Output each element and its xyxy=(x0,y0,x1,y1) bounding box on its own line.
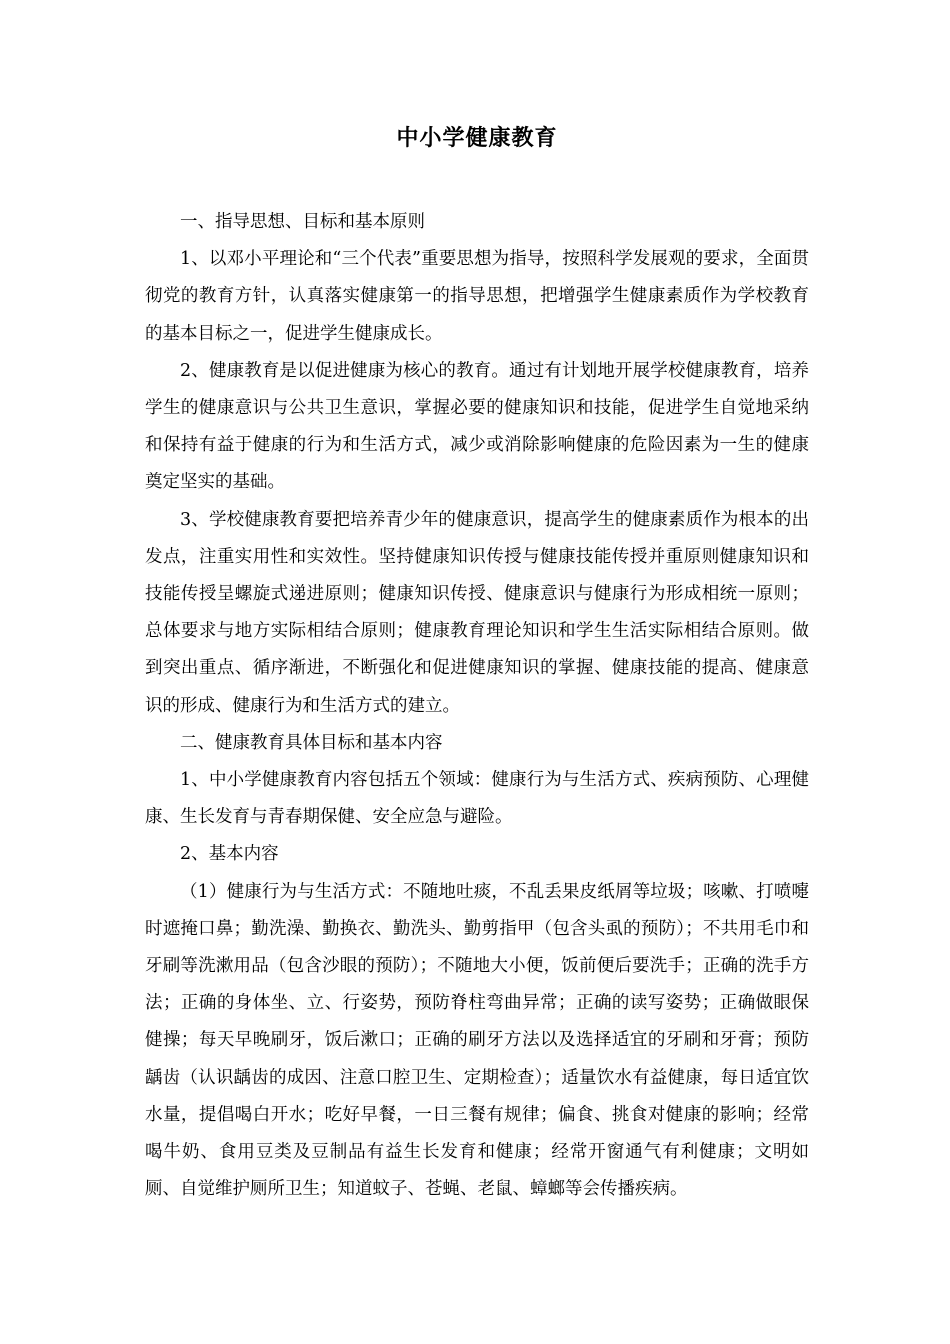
document-title: 中小学健康教育 xyxy=(396,125,558,151)
document-page xyxy=(145,118,809,1208)
body-paragraph: （1）健康行为与生活方式：不随地吐痰，不乱丢果皮纸屑等垃圾；咳嗽、打喷嚏时遮掩口鼻；勤洗澡、勤换衣、勤洗头、勤剪指甲（包含头虱的预防）；不共用毛巾和牙刷等洗漱用品（包含沙眼的预防）；不随地大小便，饭前便后要洗手；正确的洗手方法；正确的身体坐、立、行姿势，预防脊柱弯曲异常；正确的读写姿势；正确做眼保健操；每天早晚刷牙，饭后漱口；正确的刷牙方法以及选择适宜的牙刷和牙膏；预防龋齿（认识龋齿的成因、注意口腔卫生、定期检查）；适量饮水有益健康，每日适宜饮水量，提倡喝白开水；吃好早餐，一日三餐有规律；偏食、挑食对健康的影响；经常喝牛奶、食用豆类及豆制品有益生长发育和健康；经常开窗通气有利健康；文明如厕、自觉维护厕所卫生；知道蚊子、苍蝇、老鼠、蟑螂等会传播疾病。 xyxy=(145,881,809,1200)
section-heading-1: 一、指导思想、目标和基本原则 xyxy=(180,212,425,232)
body-paragraph: 3、学校健康教育要把培养青少年的健康意识，提高学生的健康素质作为根本的出发点，注重实用性和实效性。坚持健康知识传授与健康技能传授并重原则健康知识和技能传授呈螺旋式递进原则；健康知识传授、健康意识与健康行为形成相统一原则；总体要求与地方实际相结合原则；健康教育理论知识和学生生活实际相结合原则。做到突出重点、循序渐进，不断强化和促进健康知识的掌握、健康技能的提高、健康意识的形成、健康行为和生活方式的建立。 xyxy=(145,509,809,716)
subsection-heading: 2、基本内容 xyxy=(180,844,279,865)
body-paragraph: 2、健康教育是以促进健康为核心的教育。通过有计划地开展学校健康教育，培养学生的健康意识与公共卫生意识，掌握必要的健康知识和技能，促进学生自觉地采纳和保持有益于健康的行为和生活方式，减少或消除影响健康的危险因素为一生的健康奠定坚实的基础。 xyxy=(145,360,809,493)
section-heading-2: 二、健康教育具体目标和基本内容 xyxy=(180,732,443,753)
body-paragraph: 1、以邓小平理论和“三个代表”重要思想为指导，按照科学发展观的要求，全面贯彻党的教育方针，认真落实健康第一的指导思想，把增强学生健康素质作为学校教育的基本目标之一，促进学生健康成长。 xyxy=(145,249,809,344)
body-paragraph: 1、中小学健康教育内容包括五个领域：健康行为与生活方式、疾病预防、心理健康、生长发育与青春期保健、安全应急与避险。 xyxy=(145,770,809,828)
